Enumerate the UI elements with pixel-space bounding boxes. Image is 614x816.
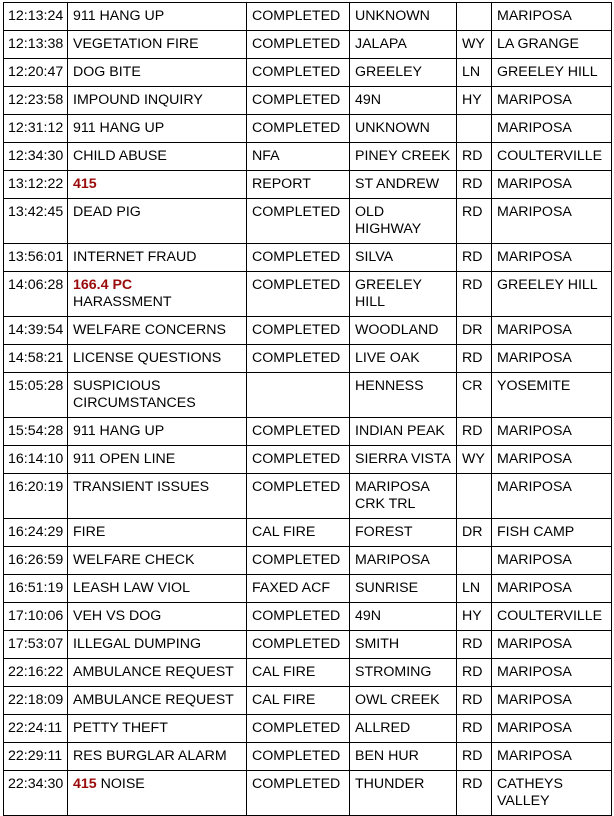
street-cell: UNKNOWN <box>350 115 457 143</box>
incident-cell <box>68 603 247 631</box>
street-suffix-cell: RD <box>457 743 492 771</box>
incident-cell <box>68 446 247 474</box>
table-row <box>4 199 612 244</box>
time-cell: 13:12:22 <box>4 171 68 199</box>
penal-code: 415 <box>73 176 97 192</box>
street-suffix-cell <box>457 3 492 31</box>
city-cell: LA GRANGE <box>492 31 612 59</box>
street-suffix-cell: RD <box>457 143 492 171</box>
disposition-cell: COMPLETED <box>247 317 350 345</box>
street-cell: INDIAN PEAK <box>350 418 457 446</box>
table-row <box>4 575 612 603</box>
street-cell: HENNESS <box>350 373 457 418</box>
street-suffix-cell: HY <box>457 87 492 115</box>
disposition-cell: COMPLETED <box>247 3 350 31</box>
city-cell: GREELEY HILL <box>492 272 612 317</box>
table-row <box>4 771 612 816</box>
time-cell: 22:16:22 <box>4 659 68 687</box>
time-cell: 14:58:21 <box>4 345 68 373</box>
time-cell: 12:13:38 <box>4 31 68 59</box>
city-cell: MARIPOSA <box>492 171 612 199</box>
incident-type: CHILD ABUSE <box>73 148 167 164</box>
street-suffix-cell: RD <box>457 171 492 199</box>
disposition-cell: COMPLETED <box>247 771 350 816</box>
table-row <box>4 317 612 345</box>
street-cell: WOODLAND <box>350 317 457 345</box>
time-cell: 17:53:07 <box>4 631 68 659</box>
street-suffix-cell: RD <box>457 659 492 687</box>
table-row <box>4 743 612 771</box>
penal-code: 166.4 PC <box>73 277 133 293</box>
time-cell: 16:14:10 <box>4 446 68 474</box>
street-cell: THUNDER <box>350 771 457 816</box>
city-cell: MARIPOSA <box>492 474 612 519</box>
incident-cell <box>68 771 247 816</box>
time-cell: 22:24:11 <box>4 715 68 743</box>
incident-type: PETTY THEFT <box>73 720 168 736</box>
street-cell: UNKNOWN <box>350 3 457 31</box>
table-row <box>4 244 612 272</box>
incident-type: SUSPICIOUS CIRCUMSTANCES <box>73 378 196 411</box>
city-cell: MARIPOSA <box>492 575 612 603</box>
city-cell: COULTERVILLE <box>492 143 612 171</box>
incident-cell <box>68 575 247 603</box>
disposition-cell: COMPLETED <box>247 547 350 575</box>
disposition-cell: COMPLETED <box>247 446 350 474</box>
incident-cell <box>68 631 247 659</box>
street-suffix-cell: RD <box>457 687 492 715</box>
table-row <box>4 715 612 743</box>
dispatch-log-table <box>3 2 612 816</box>
time-cell: 16:24:29 <box>4 519 68 547</box>
incident-type: 911 HANG UP <box>73 120 165 136</box>
table-row <box>4 345 612 373</box>
incident-type: LICENSE QUESTIONS <box>73 350 222 366</box>
time-cell: 22:18:09 <box>4 687 68 715</box>
street-suffix-cell: WY <box>457 31 492 59</box>
street-suffix-cell: LN <box>457 59 492 87</box>
disposition-cell: COMPLETED <box>247 31 350 59</box>
street-cell: PINEY CREEK <box>350 143 457 171</box>
disposition-cell: REPORT <box>247 171 350 199</box>
incident-type: LEASH LAW VIOL <box>73 580 190 596</box>
street-cell: 49N <box>350 87 457 115</box>
disposition-cell: CAL FIRE <box>247 687 350 715</box>
incident-type: VEGETATION FIRE <box>73 36 199 52</box>
city-cell: GREELEY HILL <box>492 59 612 87</box>
disposition-cell: COMPLETED <box>247 272 350 317</box>
incident-cell <box>68 3 247 31</box>
disposition-cell: COMPLETED <box>247 87 350 115</box>
city-cell: MARIPOSA <box>492 659 612 687</box>
time-cell: 22:34:30 <box>4 771 68 816</box>
street-suffix-cell <box>457 474 492 519</box>
street-cell: SUNRISE <box>350 575 457 603</box>
incident-type: 911 HANG UP <box>73 423 165 439</box>
street-suffix-cell: HY <box>457 603 492 631</box>
street-cell: FOREST <box>350 519 457 547</box>
time-cell: 14:06:28 <box>4 272 68 317</box>
city-cell: YOSEMITE <box>492 373 612 418</box>
disposition-cell: COMPLETED <box>247 345 350 373</box>
table-row <box>4 3 612 31</box>
street-suffix-cell: RD <box>457 715 492 743</box>
street-suffix-cell: CR <box>457 373 492 418</box>
time-cell: 16:20:19 <box>4 474 68 519</box>
city-cell: CATHEYS VALLEY <box>492 771 612 816</box>
table-row <box>4 687 612 715</box>
table-row <box>4 631 612 659</box>
time-cell: 13:42:45 <box>4 199 68 244</box>
incident-type: TRANSIENT ISSUES <box>73 479 210 495</box>
table-row <box>4 474 612 519</box>
time-cell: 15:05:28 <box>4 373 68 418</box>
incident-type: FIRE <box>73 524 106 540</box>
time-cell: 16:26:59 <box>4 547 68 575</box>
city-cell: MARIPOSA <box>492 317 612 345</box>
street-cell: OWL CREEK <box>350 687 457 715</box>
disposition-cell <box>247 373 350 418</box>
incident-cell <box>68 87 247 115</box>
disposition-cell: COMPLETED <box>247 418 350 446</box>
street-cell: OLD HIGHWAY <box>350 199 457 244</box>
incident-type: VEH VS DOG <box>73 608 162 624</box>
disposition-cell: COMPLETED <box>247 474 350 519</box>
street-suffix-cell: RD <box>457 199 492 244</box>
disposition-cell: COMPLETED <box>247 244 350 272</box>
time-cell: 14:39:54 <box>4 317 68 345</box>
incident-type: ILLEGAL DUMPING <box>73 636 201 652</box>
street-suffix-cell: RD <box>457 345 492 373</box>
incident-cell <box>68 115 247 143</box>
table-row <box>4 519 612 547</box>
dispatch-log-body <box>4 3 612 816</box>
street-cell: 49N <box>350 603 457 631</box>
incident-cell <box>68 345 247 373</box>
table-row <box>4 171 612 199</box>
incident-cell <box>68 418 247 446</box>
time-cell: 12:23:58 <box>4 87 68 115</box>
street-suffix-cell: RD <box>457 272 492 317</box>
city-cell: MARIPOSA <box>492 3 612 31</box>
time-cell: 12:31:12 <box>4 115 68 143</box>
incident-cell <box>68 687 247 715</box>
table-row <box>4 373 612 418</box>
incident-type: HARASSMENT <box>73 293 172 310</box>
disposition-cell: COMPLETED <box>247 59 350 87</box>
incident-cell <box>68 143 247 171</box>
street-cell: SIERRA VISTA <box>350 446 457 474</box>
street-suffix-cell <box>457 115 492 143</box>
incident-cell <box>68 199 247 244</box>
street-cell: MARIPOSA CRK TRL <box>350 474 457 519</box>
table-row <box>4 87 612 115</box>
time-cell: 12:20:47 <box>4 59 68 87</box>
incident-type: NOISE <box>100 776 145 792</box>
disposition-cell: COMPLETED <box>247 115 350 143</box>
street-suffix-cell: DR <box>457 519 492 547</box>
city-cell: MARIPOSA <box>492 631 612 659</box>
street-cell: GREELEY <box>350 59 457 87</box>
table-row <box>4 547 612 575</box>
disposition-cell: FAXED ACF <box>247 575 350 603</box>
city-cell: MARIPOSA <box>492 345 612 373</box>
street-cell: MARIPOSA <box>350 547 457 575</box>
city-cell: MARIPOSA <box>492 743 612 771</box>
disposition-cell: COMPLETED <box>247 743 350 771</box>
street-cell: GREELEY HILL <box>350 272 457 317</box>
city-cell: MARIPOSA <box>492 446 612 474</box>
incident-cell <box>68 474 247 519</box>
incident-type: AMBULANCE REQUEST <box>73 692 234 708</box>
incident-cell <box>68 743 247 771</box>
table-row <box>4 272 612 317</box>
table-row <box>4 31 612 59</box>
city-cell: COULTERVILLE <box>492 603 612 631</box>
incident-cell <box>68 272 247 317</box>
incident-cell <box>68 547 247 575</box>
incident-type: WELFARE CONCERNS <box>73 322 226 338</box>
street-cell: STROMING <box>350 659 457 687</box>
city-cell: MARIPOSA <box>492 244 612 272</box>
disposition-cell: COMPLETED <box>247 715 350 743</box>
incident-cell <box>68 59 247 87</box>
street-suffix-cell: LN <box>457 575 492 603</box>
time-cell: 12:13:24 <box>4 3 68 31</box>
incident-cell <box>68 373 247 418</box>
disposition-cell: COMPLETED <box>247 603 350 631</box>
city-cell: MARIPOSA <box>492 715 612 743</box>
street-cell: BEN HUR <box>350 743 457 771</box>
street-cell: SILVA <box>350 244 457 272</box>
street-cell: JALAPA <box>350 31 457 59</box>
city-cell: MARIPOSA <box>492 115 612 143</box>
incident-cell <box>68 31 247 59</box>
table-row <box>4 603 612 631</box>
street-suffix-cell: RD <box>457 244 492 272</box>
incident-cell <box>68 317 247 345</box>
disposition-cell: COMPLETED <box>247 199 350 244</box>
table-row <box>4 446 612 474</box>
street-suffix-cell: DR <box>457 317 492 345</box>
incident-type: WELFARE CHECK <box>73 552 195 568</box>
incident-type: 911 OPEN LINE <box>73 451 176 467</box>
incident-type: DEAD PIG <box>73 204 141 220</box>
penal-code: 415 <box>73 776 97 792</box>
time-cell: 16:51:19 <box>4 575 68 603</box>
incident-type: IMPOUND INQUIRY <box>73 92 203 108</box>
time-cell: 15:54:28 <box>4 418 68 446</box>
street-suffix-cell: RD <box>457 418 492 446</box>
street-suffix-cell <box>457 547 492 575</box>
disposition-cell: CAL FIRE <box>247 519 350 547</box>
city-cell: MARIPOSA <box>492 87 612 115</box>
street-cell: SMITH <box>350 631 457 659</box>
incident-cell <box>68 171 247 199</box>
table-row <box>4 418 612 446</box>
incident-cell <box>68 244 247 272</box>
table-row <box>4 59 612 87</box>
time-cell: 22:29:11 <box>4 743 68 771</box>
street-cell: ST ANDREW <box>350 171 457 199</box>
incident-type: AMBULANCE REQUEST <box>73 664 234 680</box>
incident-cell <box>68 715 247 743</box>
incident-type: DOG BITE <box>73 64 141 80</box>
street-suffix-cell: RD <box>457 631 492 659</box>
city-cell: MARIPOSA <box>492 547 612 575</box>
disposition-cell: CAL FIRE <box>247 659 350 687</box>
street-suffix-cell: WY <box>457 446 492 474</box>
incident-cell <box>68 659 247 687</box>
street-cell: LIVE OAK <box>350 345 457 373</box>
city-cell: MARIPOSA <box>492 687 612 715</box>
disposition-cell: COMPLETED <box>247 631 350 659</box>
incident-type: RES BURGLAR ALARM <box>73 748 227 764</box>
incident-type: INTERNET FRAUD <box>73 249 197 265</box>
incident-type: 911 HANG UP <box>73 8 165 24</box>
table-row <box>4 659 612 687</box>
disposition-cell: NFA <box>247 143 350 171</box>
city-cell: FISH CAMP <box>492 519 612 547</box>
time-cell: 17:10:06 <box>4 603 68 631</box>
table-row <box>4 143 612 171</box>
time-cell: 12:34:30 <box>4 143 68 171</box>
street-cell: ALLRED <box>350 715 457 743</box>
city-cell: MARIPOSA <box>492 418 612 446</box>
table-row <box>4 115 612 143</box>
city-cell: MARIPOSA <box>492 199 612 244</box>
time-cell: 13:56:01 <box>4 244 68 272</box>
street-suffix-cell: RD <box>457 771 492 816</box>
incident-cell <box>68 519 247 547</box>
